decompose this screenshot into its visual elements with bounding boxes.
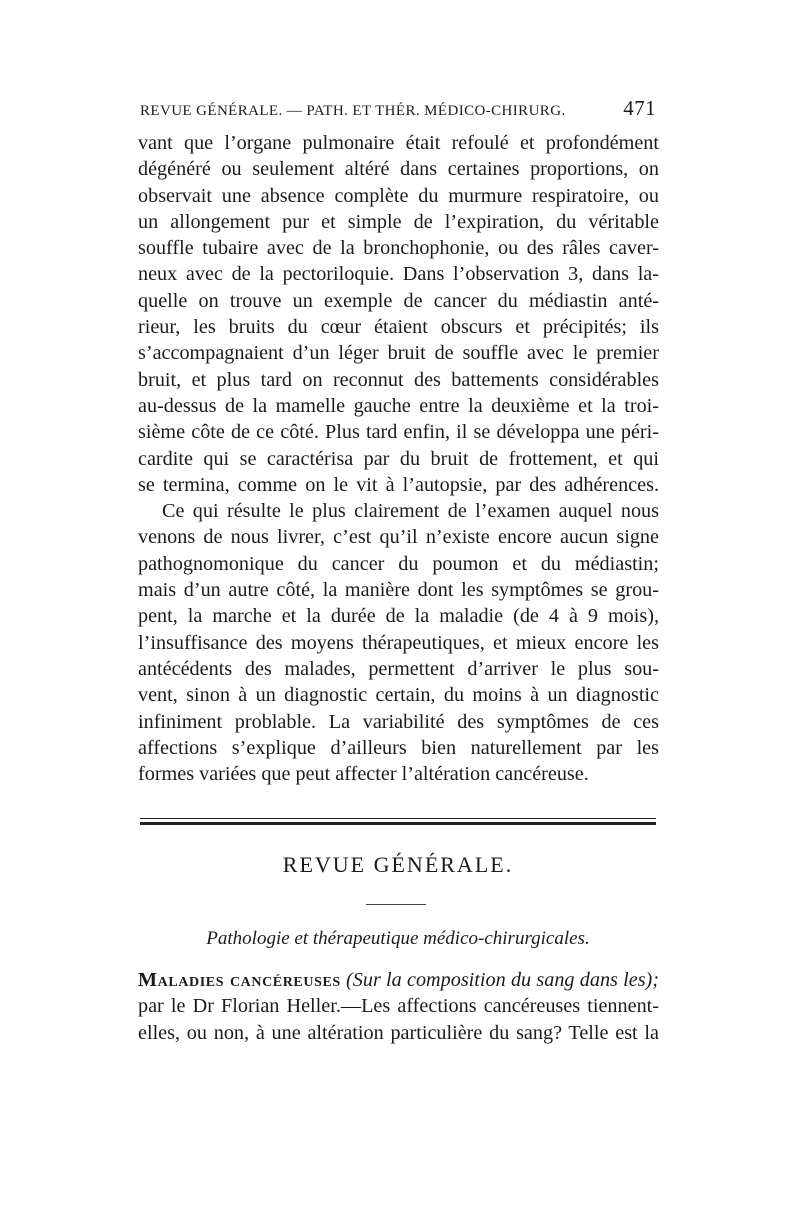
text-line: dégénéré ou seulement altéré dans certaines proportions, on [138,158,659,181]
text-line: Ce qui résulte le plus clairement de l’examen auquel nous [162,500,659,523]
running-title: REVUE GÉNÉRALE. — PATH. ET THÉR. MÉDICO-CHIRURG. [140,103,566,119]
page-number: 471 [623,96,656,120]
text-line: pathognomonique du cancer du poumon et du médiastin; [138,552,659,575]
text-line: sième côte de ce côté. Plus tard enfin, il se développa une péri- [138,421,659,444]
text-line: souffle tubaire avec de la bronchophonie, ou des râles caver- [138,237,659,260]
article-first-line [138,967,659,993]
text-line: l’insuffisance des moyens thérapeutiques, et mieux encore les [138,631,659,654]
text-line: au-dessus de la mamelle gauche entre la deuxième et la troi- [138,394,659,417]
section-title: REVUE GÉNÉRALE. [282,852,514,877]
text-line: formes variées que peut affecter l’altération cancéreuse. [138,763,589,786]
divider-thick [140,822,656,825]
text-line: antécédents des malades, permettent d’arriver le plus sou- [138,657,659,680]
text-line: un allongement pur et simple de l’expiration, du véritable [138,210,659,233]
text-line: cardite qui se caractérisa par du bruit de frottement, et qui [138,447,659,470]
article-start [138,967,659,1046]
running-header [140,96,656,121]
article-heading: Maladies cancéreuses [138,969,341,991]
text-line: observait une absence complète du murmure respiratoire, ou [138,184,659,207]
text-line: vent, sinon à un diagnostic certain, du moins à un diagnostic [138,684,659,707]
text-line: affections s’explique d’ailleurs bien naturellement par les [138,736,659,759]
text-line: bruit, et plus tard on reconnut des battements considérables [138,368,659,391]
text-line: rieur, les bruits du cœur étaient obscurs et précipités; ils [138,316,659,339]
text-line: venons de nous livrer, c’est qu’il n’existe encore aucun signe [138,526,659,549]
article-topic: (Sur la composition du sang dans les); [346,969,660,991]
text-line: par le Dr Florian Heller.—Les affections cancéreuses tiennent- [138,995,659,1018]
text-line: elles, ou non, à une altération particulière du sang? Telle est la [138,1021,659,1044]
body-text [138,130,659,787]
divider-thin [140,818,656,819]
text-line: quelle on trouve un exemple de cancer du médiastin anté- [138,289,659,312]
section-divider [140,818,656,825]
text-line: vant que l’organe pulmonaire était refoulé et profondément [138,132,659,154]
text-line: mais d’un autre côté, la manière dont les symptômes se grou- [138,579,659,602]
ornament-rule [366,904,426,905]
section-subtitle: Pathologie et thérapeutique médico-chirurgicales. [206,928,590,949]
text-line: se termina, comme on le vit à l’autopsie, par des adhérences. [138,473,659,496]
text-line: neux avec de la pectoriloquie. Dans l’observation 3, dans la- [138,263,659,286]
text-line: pent, la marche et la durée de la maladie (de 4 à 9 mois), [138,605,659,628]
text-line: infiniment problable. La variabilité des symptômes de ces [138,710,659,733]
text-line: s’accompagnaient d’un léger bruit de souffle avec le premier [138,342,659,365]
